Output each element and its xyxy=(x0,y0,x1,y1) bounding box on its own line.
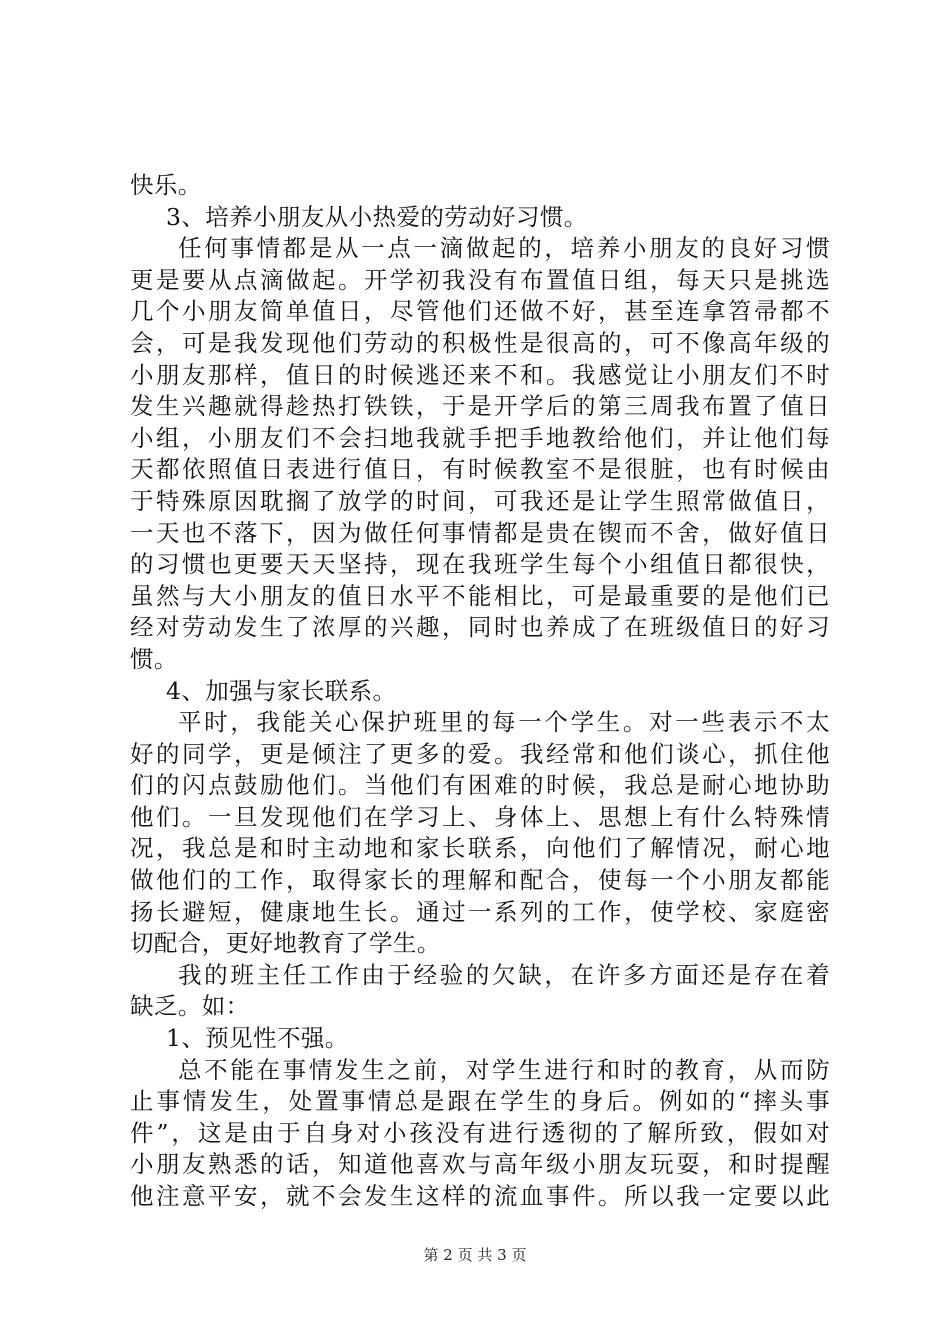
text-line: 于特殊原因耽搁了放学的时间，可我还是让学生照常做值日， xyxy=(130,486,830,515)
text-line: 小朋友熟悉的话，知道他喜欢与高年级小朋友玩耍，和时提醒 xyxy=(130,1150,830,1179)
text-line: 惯。 xyxy=(130,644,178,673)
text-line: 扬长避短，健康地生长。通过一系列的工作，使学校、家庭密 xyxy=(130,897,830,926)
text-line: 我的班主任工作由于经验的欠缺，在许多方面还是存在着 xyxy=(178,960,830,989)
text-line: 平时，我能关心保护班里的每一个学生。对一些表示不太 xyxy=(178,708,830,737)
text-line: 做他们的工作，取得家长的理解和配合，使每一个小朋友都能 xyxy=(130,866,830,895)
text-line: 任何事情都是从一点一滴做起的，培养小朋友的良好习惯 xyxy=(178,234,830,263)
text-line: 切配合，更好地教育了学生。 xyxy=(130,929,441,958)
text-line: 快乐。 xyxy=(130,171,202,199)
text-line: 小组，小朋友们不会扫地我就手把手地教给他们，并让他们每 xyxy=(130,423,830,452)
text-line: 更是要从点滴做起。开学初我没有布置值日组，每天只是挑选 xyxy=(130,265,830,294)
text-line: 会，可是我发现他们劳动的积极性是很高的，可不像高年级的 xyxy=(130,328,830,357)
text-line: 总不能在事情发生之前，对学生进行和时的教育，从而防 xyxy=(178,1055,830,1084)
text-line: 4、加强与家长联系。 xyxy=(166,676,397,705)
text-line: 3、培养小朋友从小热爱的劳动好习惯。 xyxy=(166,202,588,231)
text-line: 止事情发生，处置事情总是跟在学生的身后。例如的“摔头事 xyxy=(130,1087,830,1116)
text-line: 们的闪点鼓励他们。当他们有困难的时候，我总是耐心地协助 xyxy=(130,771,830,800)
text-line: 况，我总是和时主动地和家长联系，向他们了解情况，耐心地 xyxy=(130,834,830,863)
page-footer: 第 2 页 共 3 页 xyxy=(423,1246,527,1264)
text-line: 几个小朋友简单值日，尽管他们还做不好，甚至连拿笤帚都不 xyxy=(130,297,830,326)
text-line: 1、预见性不强。 xyxy=(166,1024,349,1053)
document-body xyxy=(130,170,830,1213)
text-line: 他们。一旦发现他们在学习上、身体上、思想上有什么特殊情 xyxy=(130,802,830,831)
text-line: 天都依照值日表进行值日，有时候教室不是很脏，也有时候由 xyxy=(130,455,830,484)
text-line: 小朋友那样，值日的时候逃还来不和。我感觉让小朋友们不时 xyxy=(130,360,830,389)
text-line: 的习惯也更要天天坚持，现在我班学生每个小组值日都很快， xyxy=(130,550,830,579)
text-line: 一天也不落下，因为做任何事情都是贵在锲而不舍，做好值日 xyxy=(130,518,830,547)
text-line: 发生兴趣就得趁热打铁铁，于是开学后的第三周我布置了值日 xyxy=(130,392,830,421)
text-line: 缺乏。如： xyxy=(130,992,250,1021)
text-line: 虽然与大小朋友的值日水平不能相比，可是最重要的是他们已 xyxy=(130,581,830,610)
text-line: 件”，这是由于自身对小孩没有进行透彻的了解所致，假如对 xyxy=(130,1118,830,1147)
text-line: 经对劳动发生了浓厚的兴趣，同时也养成了在班级值日的好习 xyxy=(130,613,830,642)
text-line: 他注意平安，就不会发生这样的流血事件。所以我一定要以此 xyxy=(130,1182,830,1210)
text-line: 好的同学，更是倾注了更多的爱。我经常和他们谈心，抓住他 xyxy=(130,739,830,768)
